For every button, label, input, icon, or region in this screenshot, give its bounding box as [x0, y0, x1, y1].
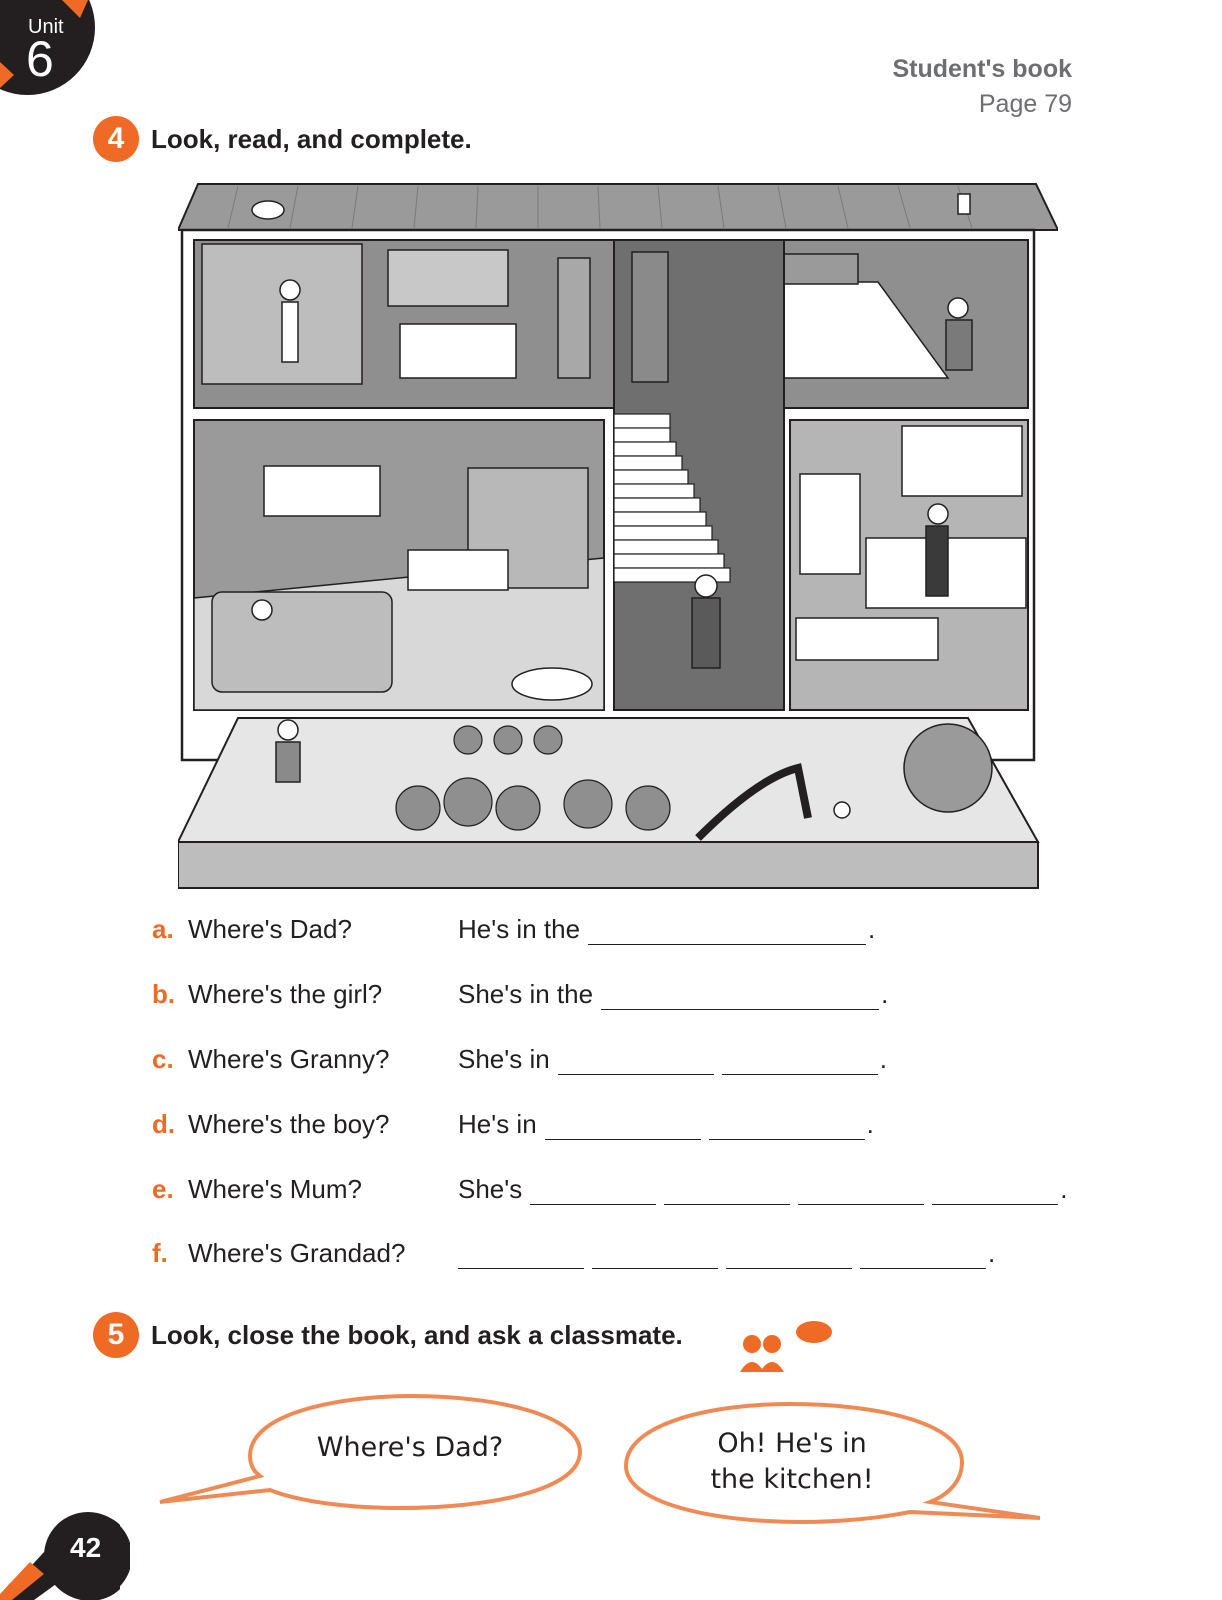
- question-text: Where's Grandad?: [188, 1238, 406, 1268]
- answer-blank[interactable]: [545, 1110, 701, 1140]
- sofa: [212, 592, 392, 692]
- answer-blank[interactable]: [860, 1239, 986, 1269]
- answer-prefix: She's in: [458, 1044, 550, 1074]
- answer-blank[interactable]: [726, 1239, 852, 1269]
- answer-blank[interactable]: [664, 1175, 790, 1205]
- question-text: Where's the girl?: [188, 979, 383, 1009]
- question-b: b. Where's the girl? She's in the .: [152, 979, 889, 1009]
- answer-blank[interactable]: [588, 915, 866, 945]
- house-illustration: [178, 178, 1058, 912]
- exercise-4-instruction: Look, read, and complete.: [151, 123, 472, 154]
- girl-skipping-figure: [278, 720, 298, 740]
- dog-bed: [512, 668, 592, 700]
- kitchen-table: [796, 618, 938, 660]
- question-letter: e.: [152, 1174, 174, 1204]
- bubble-right-text: [662, 1426, 922, 1499]
- unit-label: Unit: [28, 16, 64, 38]
- question-e: e. Where's Mum? She's .: [152, 1174, 1068, 1204]
- reference-page: Page 79: [978, 90, 1072, 118]
- answer-blank[interactable]: [458, 1239, 584, 1269]
- question-c: c. Where's Granny? She's in .: [152, 1044, 887, 1074]
- question-letter: a.: [152, 914, 174, 944]
- exercise-5-header: [93, 1312, 683, 1358]
- answer-blank[interactable]: [592, 1239, 718, 1269]
- exercise-4-header: [93, 116, 472, 162]
- answer-blank[interactable]: [558, 1045, 714, 1075]
- tree: [904, 724, 992, 812]
- question-letter: c.: [152, 1044, 174, 1074]
- answer-prefix: She's in the: [458, 979, 594, 1009]
- girl-reading-figure: [252, 600, 272, 620]
- question-f: f. Where's Grandad? .: [152, 1238, 996, 1268]
- roof: [178, 184, 1058, 230]
- answer-prefix: He's in the: [458, 914, 581, 944]
- page-number: 42: [70, 1532, 102, 1563]
- exercise-5-number: 5: [93, 1312, 139, 1358]
- question-letter: b.: [152, 979, 176, 1009]
- question-text: Where's Dad?: [188, 914, 352, 944]
- book-reference: [892, 55, 1072, 119]
- answer-blank[interactable]: [530, 1175, 656, 1205]
- boy-figure: [280, 280, 300, 300]
- answer-blank[interactable]: [601, 980, 879, 1010]
- pair-talk-icon: [740, 1320, 832, 1376]
- answer-prefix: He's in: [458, 1109, 537, 1139]
- grandad-figure: [695, 575, 717, 597]
- answer-blank[interactable]: [722, 1045, 878, 1075]
- question-d: d. Where's the boy? He's in .: [152, 1109, 874, 1139]
- question-text: Where's the boy?: [188, 1109, 390, 1139]
- exercise-5-instruction: Look, close the book, and ask a classmate.: [151, 1319, 683, 1350]
- question-letter: f.: [152, 1238, 168, 1268]
- bubble-left-text: Where's Dad?: [316, 1432, 504, 1463]
- dad-cooking-figure: [928, 504, 948, 524]
- reference-book: Student's book: [892, 55, 1072, 83]
- bubble-right-line2: the kitchen!: [710, 1464, 874, 1496]
- exercise-4-number: 4: [93, 116, 139, 162]
- question-text: Where's Mum?: [188, 1174, 363, 1204]
- answer-blank[interactable]: [709, 1110, 865, 1140]
- question-a: a. Where's Dad? He's in the .: [152, 914, 876, 944]
- answer-prefix: She's: [458, 1174, 523, 1204]
- ball-icon: [834, 802, 850, 818]
- cat-icon: [252, 201, 284, 219]
- page-number-shape: [0, 1512, 130, 1600]
- answer-blank[interactable]: [798, 1175, 924, 1205]
- answer-blank[interactable]: [932, 1175, 1058, 1205]
- unit-number: 6: [26, 31, 54, 87]
- bubble-right-line1: Oh! He's in: [717, 1428, 867, 1459]
- chimney-icon: [958, 194, 970, 214]
- granny-figure: [948, 298, 968, 318]
- question-text: Where's Granny?: [188, 1044, 390, 1074]
- question-letter: d.: [152, 1109, 176, 1139]
